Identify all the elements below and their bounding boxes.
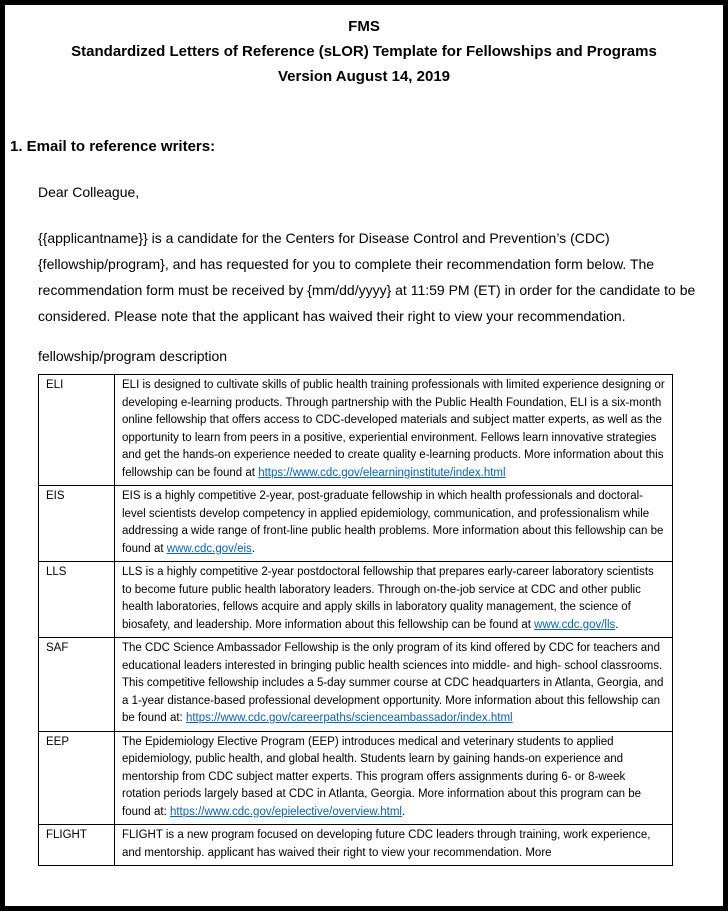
program-code: LLS <box>39 562 115 638</box>
program-description: The CDC Science Ambassador Fellowship is the only program of its kind offered by CDC for teachers and educational leaders interested in bringing public health sciences into middle- and high- school classrooms. This competitive fellowship includes a 5-day summer course at CDC headquarters in Atlanta, Georgia, and a 1-year distance-based professional development opportunity. More information about this fellowship can be found at: https://www.cdc.gov/careerpaths/scienceambassador/index.html <box>115 638 673 732</box>
programs-table-body <box>39 375 673 866</box>
program-row <box>39 562 673 638</box>
programs-table <box>38 374 673 866</box>
program-link[interactable]: https://www.cdc.gov/epielective/overview.html <box>169 805 402 818</box>
program-row <box>39 375 673 486</box>
program-row <box>39 486 673 562</box>
program-code: ELI <box>39 375 115 486</box>
salutation: Dear Colleague, <box>38 184 140 200</box>
program-code: EEP <box>39 731 115 825</box>
program-code: EIS <box>39 486 115 562</box>
program-link[interactable]: https://www.cdc.gov/careerpaths/scienceambassador/index.html <box>185 712 513 724</box>
program-row <box>39 825 673 866</box>
title-line-2: Standardized Letters of Reference (sLOR) Template for Fellowships and Programs <box>71 43 657 60</box>
title-line-3: Version August 14, 2019 <box>277 68 451 85</box>
program-row <box>39 731 673 825</box>
program-description: FLIGHT is a new program focused on developing future CDC leaders through training, work experience, and mentorship. applicant has waived their right to view your recommendation. More <box>115 825 673 866</box>
program-link[interactable]: https://www.cdc.gov/elearninginstitute/index.html <box>258 466 506 479</box>
section-heading: 1. Email to reference writers: <box>10 138 216 155</box>
program-description: EIS is a highly competitive 2-year, post-graduate fellowship in which health professionals and doctoral-level scientists develop competency in applied epidemiology, communication, and professionalism while addressing a wide range of front-line public health problems. More information about this fellowship can be found at www.cdc.gov/eis. <box>115 486 673 562</box>
program-description: LLS is a highly competitive 2-year postdoctoral fellowship that prepares early-career laboratory scientists to become future public health laboratory leaders. Through on-the-job service at CDC and other public health laboratories, fellows acquire and apply skills in laboratory quality management, the science of biosafety, and leadership. More information about this fellowship can be found at www.cdc.gov/lls. <box>115 562 673 638</box>
program-description: The Epidemiology Elective Program (EEP) introduces medical and veterinary students to applied epidemiology, public health, and global health. Students learn by gaining hands-on experience and mentorship from CDC subject matter experts. This program offers assignments during 6- or 8-week rotation periods largely based at CDC in Atlanta, Georgia. More information about this program can be found at: https://www.cdc.gov/epielective/overview.html. <box>115 731 673 825</box>
table-caption: fellowship/program description <box>38 348 228 364</box>
program-code: FLIGHT <box>39 825 115 866</box>
program-link[interactable]: www.cdc.gov/lls <box>534 618 616 631</box>
program-link[interactable]: www.cdc.gov/eis <box>166 542 252 555</box>
program-description: ELI is designed to cultivate skills of public health training professionals with limited experience designing or developing e-learning products. Through partnership with the Public Health Foundation, ELI is a six-month online fellowship that offers access to CDC-developed materials and subject matter experts, as well as the opportunity to learn from peers in a positive, experiential environment. Fellows learn innovative strategies and get the hands-on experience needed to create quality e-learning products. More information about this fellowship can be found at https://www.cdc.gov/elearninginstitute/index.html <box>115 375 673 486</box>
program-code: SAF <box>39 638 115 732</box>
title-line-1: FMS <box>348 18 380 35</box>
document-title <box>5 5 723 89</box>
program-row <box>39 638 673 732</box>
body-paragraph: {{applicantname}} is a candidate for the Centers for Disease Control and Prevention’s (CDC) {fellowship/program}, and has requested for you to complete their recommendation form below. The recommendation form must be received by {mm/dd/yyyy} at 11:59 PM (ET) in order for the candidate to be considered. Please note that the applicant has waived their right to view your recommendation. <box>38 230 696 324</box>
